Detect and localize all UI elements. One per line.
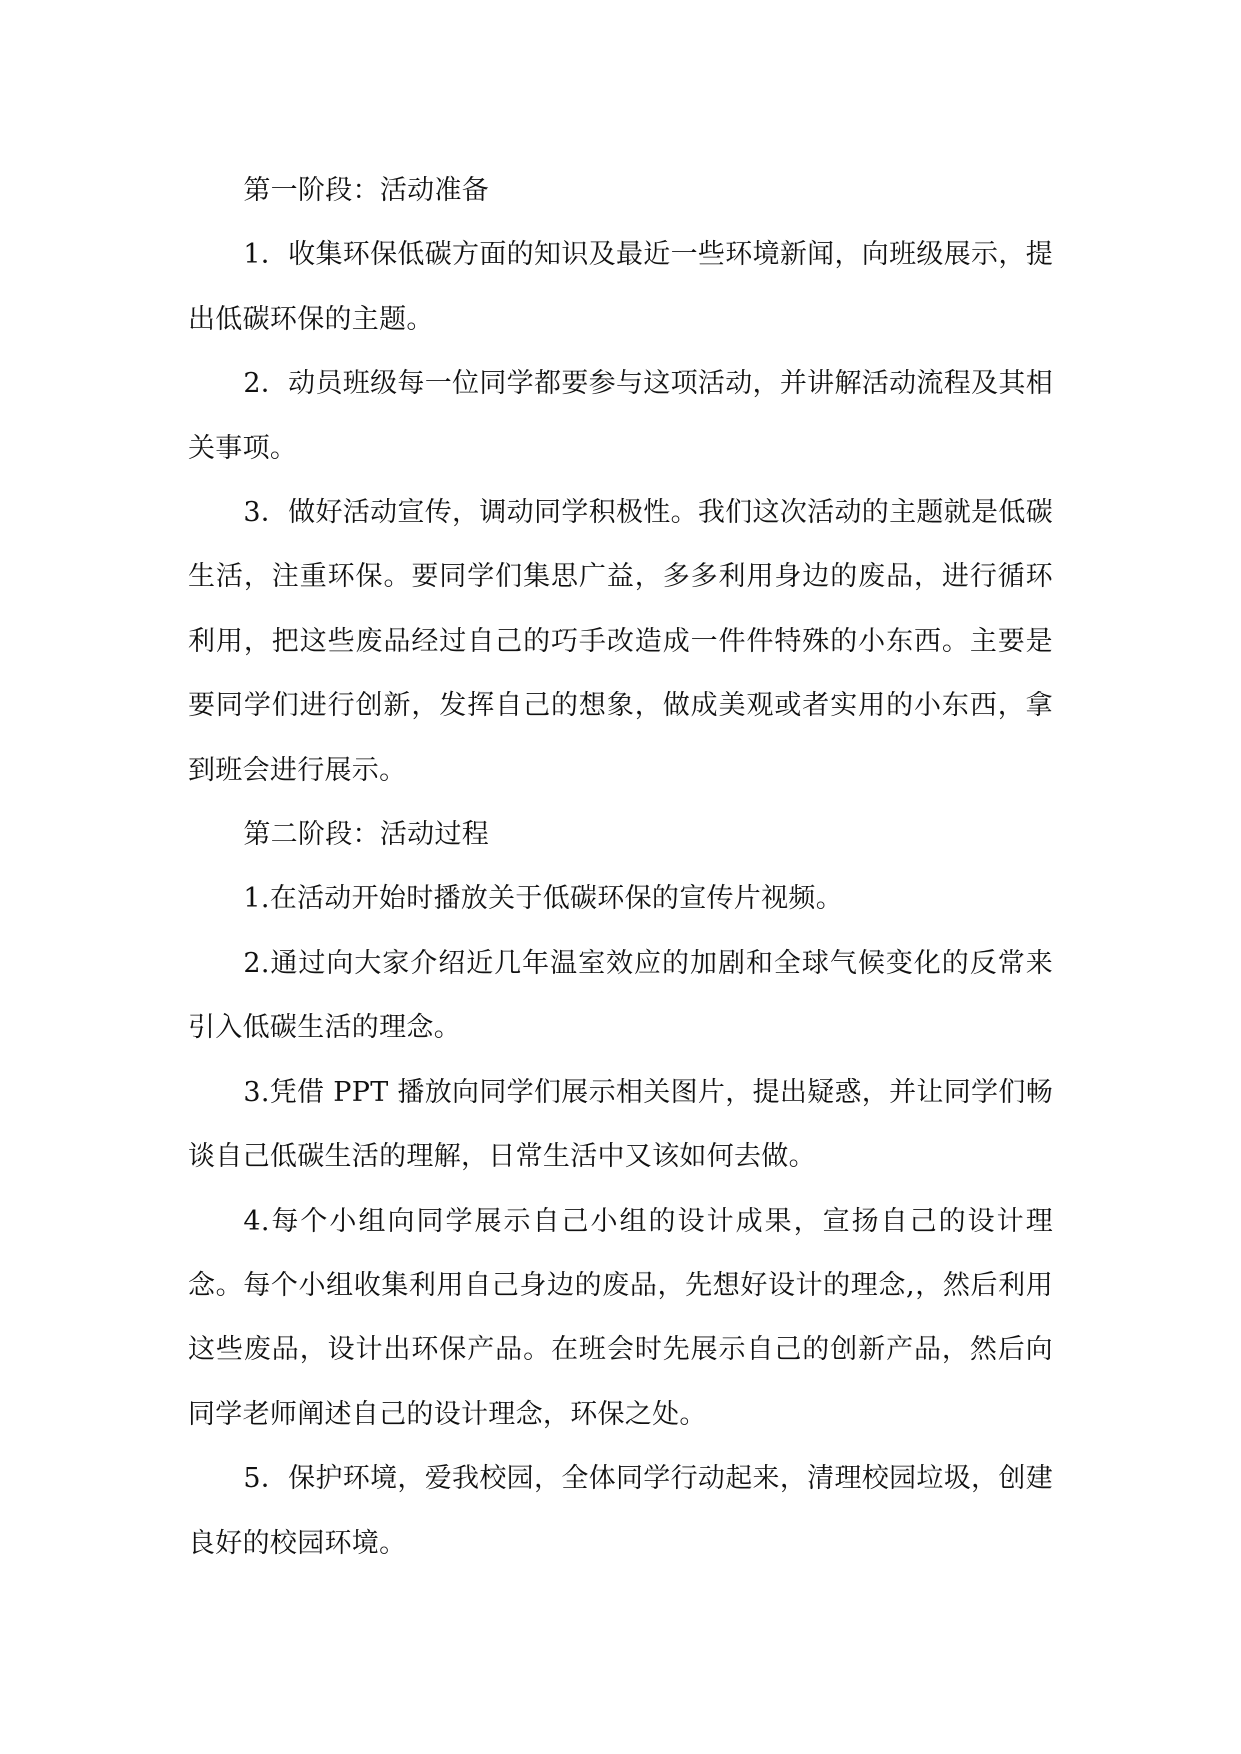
- paragraph-process-item-1: 1.在活动开始时播放关于低碳环保的宣传片视频。: [243, 883, 844, 915]
- document-body: [188, 159, 1053, 1576]
- section-heading-stage-one: 第一阶段：活动准备: [243, 175, 490, 206]
- paragraph-process-item-3: 3.凭借 PPT 播放向同学们展示相关图片，提出疑惑，并让同学们畅谈自己低碳生活的理解，日常生活中又该如何去做。: [188, 1076, 1053, 1173]
- paragraph-prep-item-2: 2．动员班级每一位同学都要参与这项活动，并讲解活动流程及其相关事项。: [188, 368, 1053, 464]
- paragraph-prep-item-1: 1．收集环保低碳方面的知识及最近一些环境新闻，向班级展示，提出低碳环保的主题。: [188, 239, 1053, 335]
- paragraph-process-item-2: 2.通过向大家介绍近几年温室效应的加剧和全球气候变化的反常来引入低碳生活的理念。: [188, 947, 1053, 1044]
- section-heading-stage-two: 第二阶段：活动过程: [243, 819, 490, 851]
- paragraph-prep-item-3: 3．做好活动宣传，调动同学积极性。我们这次活动的主题就是低碳生活，注重环保。要同学们集思广益，多多利用身边的废品，进行循环利用，把这些废品经过自己的巧手改造成一件件特殊的小东西。主要是要同学们进行创新，发挥自己的想象，做成美观或者实用的小东西，拿到班会进行展示。: [188, 497, 1053, 786]
- paragraph-process-item-5: 5．保护环境，爱我校园，全体同学行动起来，清理校园垃圾，创建良好的校园环境。: [188, 1463, 1053, 1559]
- paragraph-process-item-4: 4.每个小组向同学展示自己小组的设计成果，宣扬自己的设计理念。每个小组收集利用自己身边的废品，先想好设计的理念,，然后利用这些废品，设计出环保产品。在班会时先展示自己的创新产品，然后向同学老师阐述自己的设计理念，环保之处。: [188, 1205, 1053, 1430]
